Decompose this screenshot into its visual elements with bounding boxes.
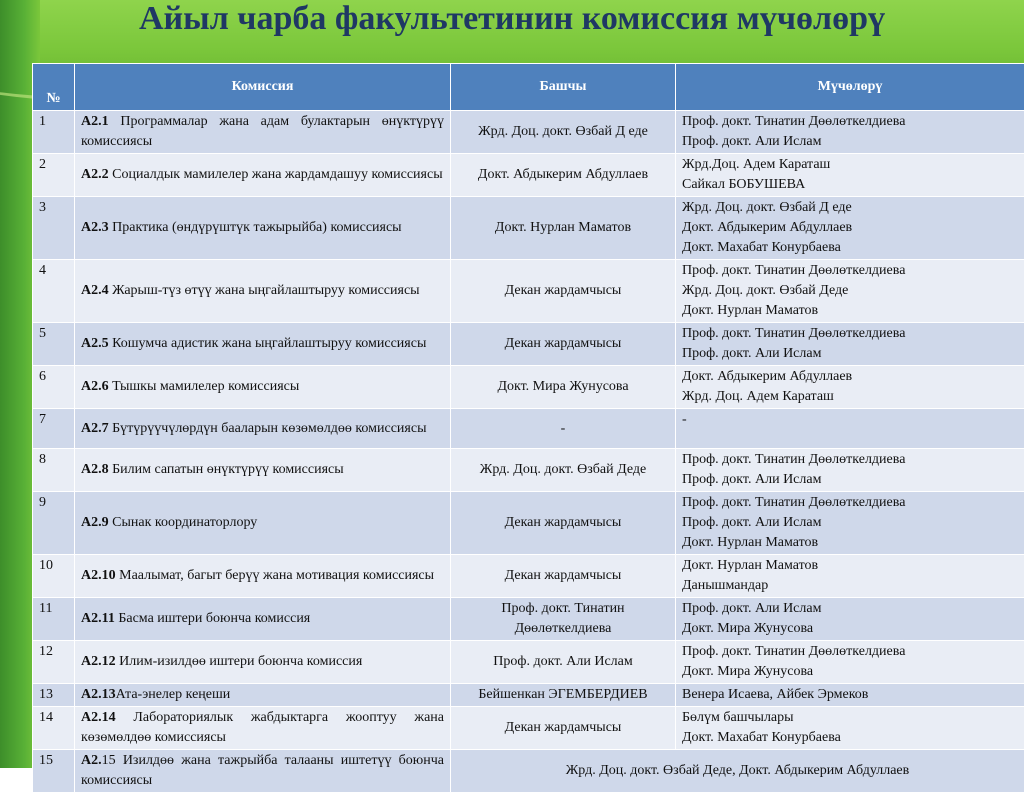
member-name: Докт. Махабат Конурбаева xyxy=(682,238,1020,258)
commission-name: Ата-энелер кеңеши xyxy=(116,687,231,702)
leader-cell: Докт. Нурлан Маматов xyxy=(451,197,676,260)
commission-cell xyxy=(75,197,451,260)
commission-cell xyxy=(75,111,451,154)
member-name: Сайкал БОБУШЕВА xyxy=(682,175,1020,195)
member-name: Докт. Нурлан Маматов xyxy=(682,533,1020,553)
members-cell xyxy=(676,684,1024,707)
table-row xyxy=(33,409,1024,449)
member-name: Проф. докт. Али Ислам xyxy=(682,470,1020,490)
table-row xyxy=(33,555,1024,598)
member-name: Проф. докт. Али Ислам xyxy=(682,132,1020,152)
commission-code: А2.3 xyxy=(81,220,109,235)
member-name: Жрд. Доц. докт. Өзбай Деде xyxy=(682,281,1020,301)
commission-code: А2.2 xyxy=(81,167,109,182)
commission-name: Практика (өндүрүштүк тажырыйба) комиссиясы xyxy=(109,220,402,235)
table-row xyxy=(33,323,1024,366)
header-num: № xyxy=(33,64,75,111)
members-cell xyxy=(676,197,1024,260)
leader-cell: Декан жардамчысы xyxy=(451,555,676,598)
commission-cell xyxy=(75,449,451,492)
member-name: Докт. Нурлан Маматов xyxy=(682,556,1020,576)
table-row xyxy=(33,707,1024,750)
commission-name: Жарыш-түз өтүү жана ыңгайлаштыруу комиссиясы xyxy=(109,283,420,298)
member-name: Проф. докт. Тинатин Дөөлөткелдиева xyxy=(682,642,1020,662)
commission-cell xyxy=(75,707,451,750)
member-name: Докт. Махабат Конурбаева xyxy=(682,728,1020,748)
commission-cell xyxy=(75,750,451,793)
commission-cell xyxy=(75,684,451,707)
commission-code: А2.5 xyxy=(81,336,109,351)
commission-table-wrapper xyxy=(32,63,1024,793)
commission-code: А2.10 xyxy=(81,568,116,583)
member-name: Данышмандар xyxy=(682,576,1020,596)
header-leader: Башчы xyxy=(451,64,676,111)
table-row xyxy=(33,260,1024,323)
table-row xyxy=(33,197,1024,260)
member-name: Проф. докт. Тинатин Дөөлөткелдиева xyxy=(682,261,1020,281)
commission-name: Кошумча адистик жана ыңгайлаштыруу комиссиясы xyxy=(109,336,427,351)
row-number: 12 xyxy=(33,641,75,684)
leader-cell: Жрд. Доц. докт. Өзбай Деде xyxy=(451,449,676,492)
table-header-row xyxy=(33,64,1024,111)
leader-cell: Декан жардамчысы xyxy=(451,260,676,323)
table-body xyxy=(33,111,1024,793)
member-name: Проф. докт. Тинатин Дөөлөткелдиева xyxy=(682,493,1020,513)
leader-cell: Докт. Абдыкерим Абдуллаев xyxy=(451,154,676,197)
leader-cell: Декан жардамчысы xyxy=(451,323,676,366)
commission-code: А2.4 xyxy=(81,283,109,298)
commission-cell xyxy=(75,641,451,684)
commission-cell xyxy=(75,598,451,641)
member-name: Докт. Абдыкерим Абдуллаев xyxy=(682,367,1020,387)
members-cell xyxy=(676,154,1024,197)
members-cell xyxy=(676,111,1024,154)
commission-name: Тышкы мамилелер комиссиясы xyxy=(109,379,300,394)
table-row xyxy=(33,641,1024,684)
commission-code: А2.13 xyxy=(81,687,116,702)
member-name: Проф. докт. Али Ислам xyxy=(682,513,1020,533)
row-number: 13 xyxy=(33,684,75,707)
table-row xyxy=(33,492,1024,555)
header-members: Мүчөлөрү xyxy=(676,64,1024,111)
commission-name: Программалар жана адам булактарын өнүктүрүү комиссиясы xyxy=(81,114,444,149)
commission-code: А2.14 xyxy=(81,710,116,725)
commission-code: А2.12 xyxy=(81,654,116,669)
commission-name: Лабораториялык жабдыктарга жооптуу жана көзөмөлдөө комиссиясы xyxy=(81,710,444,745)
row-number: 6 xyxy=(33,366,75,409)
row-number: 3 xyxy=(33,197,75,260)
members-cell xyxy=(676,409,1024,449)
member-name: Бөлүм башчылары xyxy=(682,708,1020,728)
commission-cell xyxy=(75,154,451,197)
commission-code: А2.6 xyxy=(81,379,109,394)
member-name: Жрд.Доц. Адем Караташ xyxy=(682,155,1020,175)
member-name: Докт. Мира Жунусова xyxy=(682,619,1020,639)
header-commission: Комиссия xyxy=(75,64,451,111)
commission-name: Бүтүрүүчүлөрдүн бааларын көзөмөлдөө комиссиясы xyxy=(109,421,427,436)
member-name: Жрд. Доц. Адем Караташ xyxy=(682,387,1020,407)
row-number: 1 xyxy=(33,111,75,154)
commission-cell xyxy=(75,555,451,598)
commission-name: 15 Изилдөө жана тажрыйба талааны иштетүү боюнча комиссиясы xyxy=(81,753,444,788)
row-number: 11 xyxy=(33,598,75,641)
row-number: 10 xyxy=(33,555,75,598)
members-cell xyxy=(676,641,1024,684)
commission-cell xyxy=(75,323,451,366)
row-number: 2 xyxy=(33,154,75,197)
leader-cell: Декан жардамчысы xyxy=(451,492,676,555)
commission-code: А2.8 xyxy=(81,462,109,477)
commission-cell xyxy=(75,260,451,323)
member-name: Проф. докт. Тинатин Дөөлөткелдиева xyxy=(682,112,1020,132)
member-name: Проф. докт. Али Ислам xyxy=(682,599,1020,619)
row-number: 7 xyxy=(33,409,75,449)
row-number: 9 xyxy=(33,492,75,555)
table-row xyxy=(33,111,1024,154)
page-title: Айыл чарба факультетинин комиссия мүчөлөрү xyxy=(0,0,1024,44)
commission-code: А2.1 xyxy=(81,114,109,129)
commission-name: Илим-изилдөө иштери боюнча комиссия xyxy=(116,654,363,669)
members-cell xyxy=(676,260,1024,323)
member-name: Проф. докт. Тинатин Дөөлөткелдиева xyxy=(682,324,1020,344)
members-cell xyxy=(676,492,1024,555)
member-name: Венера Исаева, Айбек Эрмеков xyxy=(682,685,1020,705)
commission-name: Маалымат, багыт берүү жана мотивация комиссиясы xyxy=(116,568,434,583)
table-row xyxy=(33,154,1024,197)
leader-cell: Бейшенкан ЭГЕМБЕРДИЕВ xyxy=(451,684,676,707)
members-cell xyxy=(676,449,1024,492)
commission-table xyxy=(32,63,1024,793)
commission-code: А2.7 xyxy=(81,421,109,436)
row-number: 4 xyxy=(33,260,75,323)
table-row xyxy=(33,449,1024,492)
leader-cell: Проф. докт. Тинатин Дөөлөткелдиева xyxy=(451,598,676,641)
table-row-last xyxy=(33,750,1024,793)
member-name: Докт. Нурлан Маматов xyxy=(682,301,1020,321)
table-row xyxy=(33,598,1024,641)
leader-cell: Декан жардамчысы xyxy=(451,707,676,750)
member-name: Докт. Мира Жунусова xyxy=(682,662,1020,682)
members-cell xyxy=(676,707,1024,750)
commission-name: Сынак координаторлору xyxy=(109,515,258,530)
leader-cell: - xyxy=(451,409,676,449)
commission-code: А2.9 xyxy=(81,515,109,530)
member-name: - xyxy=(682,410,1020,430)
commission-name: Билим сапатын өнүктүрүү комиссиясы xyxy=(109,462,344,477)
commission-code: А2. xyxy=(81,753,102,768)
leader-cell: Жрд. Доц. докт. Өзбай Д еде xyxy=(451,111,676,154)
leader-cell: Проф. докт. Али Ислам xyxy=(451,641,676,684)
member-name: Проф. докт. Тинатин Дөөлөткелдиева xyxy=(682,450,1020,470)
members-cell xyxy=(676,323,1024,366)
table-row xyxy=(33,366,1024,409)
commission-code: А2.11 xyxy=(81,611,115,626)
member-name: Жрд. Доц. докт. Өзбай Д еде xyxy=(682,198,1020,218)
members-cell xyxy=(676,598,1024,641)
row-number: 8 xyxy=(33,449,75,492)
members-cell xyxy=(676,555,1024,598)
table-row xyxy=(33,684,1024,707)
leader-cell: Докт. Мира Жунусова xyxy=(451,366,676,409)
merged-leader-members-cell: Жрд. Доц. докт. Өзбай Деде, Докт. Абдыкерим Абдуллаев xyxy=(451,750,1024,793)
commission-name: Социалдык мамилелер жана жардамдашуу комиссиясы xyxy=(109,167,443,182)
member-name: Докт. Абдыкерим Абдуллаев xyxy=(682,218,1020,238)
row-number: 14 xyxy=(33,707,75,750)
commission-cell xyxy=(75,492,451,555)
members-cell xyxy=(676,366,1024,409)
commission-name: Басма иштери боюнча комиссия xyxy=(115,611,310,626)
row-number: 15 xyxy=(33,750,75,793)
row-number: 5 xyxy=(33,323,75,366)
commission-cell xyxy=(75,366,451,409)
commission-cell xyxy=(75,409,451,449)
member-name: Проф. докт. Али Ислам xyxy=(682,344,1020,364)
